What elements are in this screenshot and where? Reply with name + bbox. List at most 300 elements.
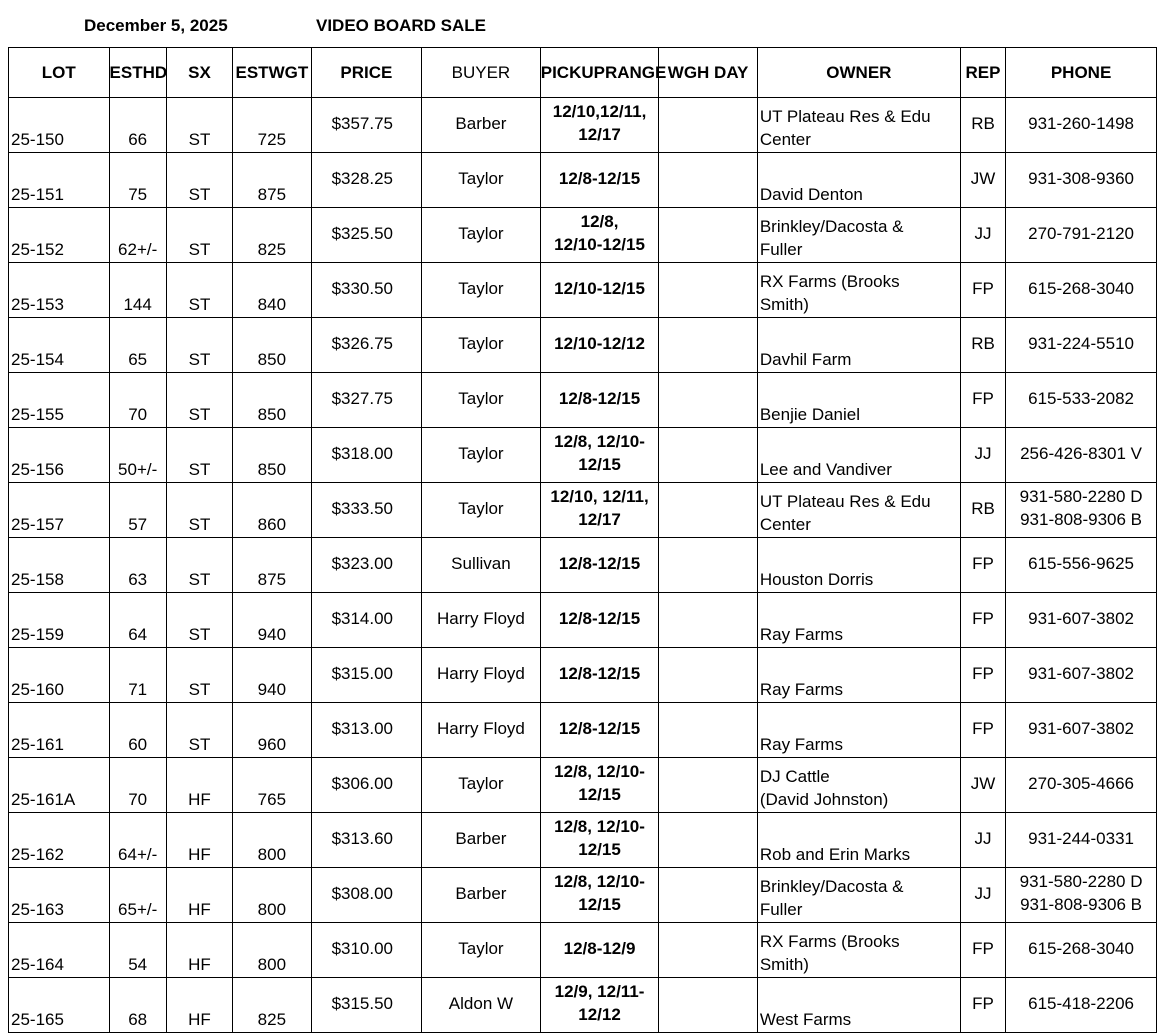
wgh-day-cell [659, 208, 758, 263]
phone-cell [1006, 153, 1157, 208]
buyer-cell: Sullivan [422, 538, 541, 593]
phone-cell [1006, 318, 1157, 373]
owner-cell [757, 868, 960, 923]
phone-cell-line: 256-426-8301 V [1020, 443, 1143, 463]
wgh-day-cell [659, 373, 758, 428]
price-cell: $357.75 [311, 98, 422, 153]
lot-cell: 25-164 [9, 923, 110, 978]
table-row [9, 703, 1157, 758]
col-header-price-text: PRICE [340, 62, 393, 82]
pickup-range-cell [540, 208, 659, 263]
pickup-range-cell-line: 12/8, 12/10- [554, 872, 645, 891]
price-cell: $313.60 [311, 813, 422, 868]
price-cell: $323.00 [311, 538, 422, 593]
col-header-head-text: EST [109, 62, 143, 82]
pickup-range-cell [540, 703, 659, 758]
price-cell: $308.00 [311, 868, 422, 923]
owner-cell-line: RX Farms (Brooks [759, 272, 900, 291]
price-cell: $326.75 [311, 318, 422, 373]
table-header-row [9, 48, 1157, 98]
col-header-phone [1006, 48, 1157, 98]
col-header-wgh-day [659, 48, 758, 98]
owner-cell-line: Brinkley/Dacosta & [759, 877, 904, 896]
rep-cell: RB [960, 98, 1005, 153]
wgh-day-cell [659, 923, 758, 978]
col-header-est-hd [109, 48, 166, 98]
rep-cell: JJ [960, 208, 1005, 263]
sx-cell: ST [166, 373, 232, 428]
col-header-lot-text: LOT [41, 62, 76, 82]
table-row [9, 208, 1157, 263]
table-row [9, 373, 1157, 428]
est-wgt-cell: 850 [233, 373, 311, 428]
phone-cell-line: 270-791-2120 [1028, 223, 1134, 243]
table-row [9, 593, 1157, 648]
buyer-cell: Taylor [422, 318, 541, 373]
price-cell: $306.00 [311, 758, 422, 813]
lot-cell: 25-158 [9, 538, 110, 593]
phone-cell [1006, 483, 1157, 538]
est-hd-cell: 71 [109, 648, 166, 703]
col-header-wgh-text: WGH DAY [667, 62, 749, 82]
est-wgt-cell: 825 [233, 978, 311, 1033]
lot-cell: 25-160 [9, 648, 110, 703]
col-header-price [311, 48, 422, 98]
sale-title: VIDEO BOARD SALE [316, 16, 487, 35]
buyer-cell: Barber [422, 98, 541, 153]
phone-cell [1006, 428, 1157, 483]
pickup-range-cell-line: 12/8, 12/10- [554, 432, 645, 451]
est-hd-cell: 64+/- [109, 813, 166, 868]
est-wgt-cell: 840 [233, 263, 311, 318]
price-cell: $333.50 [311, 483, 422, 538]
buyer-cell: Aldon W [422, 978, 541, 1033]
rep-cell: FP [960, 263, 1005, 318]
owner-cell-line: RX Farms (Brooks [759, 932, 900, 951]
pickup-range-cell-line: 12/17 [578, 510, 621, 529]
owner-cell-line: Brinkley/Dacosta & [759, 217, 904, 236]
pickup-range-cell-line: 12/15 [578, 840, 621, 859]
col-header-owner-text: OWNER [826, 62, 892, 82]
owner-cell [757, 538, 960, 593]
sx-cell: ST [166, 483, 232, 538]
sx-cell: ST [166, 703, 232, 758]
rep-cell: JJ [960, 868, 1005, 923]
pickup-range-cell [540, 868, 659, 923]
owner-cell-line: UT Plateau Res & Edu [759, 107, 931, 126]
wgh-day-cell [659, 758, 758, 813]
rep-cell: FP [960, 593, 1005, 648]
sx-cell: HF [166, 758, 232, 813]
est-wgt-cell: 860 [233, 483, 311, 538]
phone-cell [1006, 373, 1157, 428]
col-header-head-text: HD [142, 62, 168, 82]
wgh-day-cell [659, 703, 758, 758]
rep-cell: FP [960, 538, 1005, 593]
est-wgt-cell: 765 [233, 758, 311, 813]
price-cell: $325.50 [311, 208, 422, 263]
table-row [9, 978, 1157, 1033]
lot-cell: 25-159 [9, 593, 110, 648]
phone-cell [1006, 703, 1157, 758]
col-header-lot [9, 48, 110, 98]
pickup-range-cell-line: 12/15 [578, 455, 621, 474]
rep-cell: JJ [960, 428, 1005, 483]
lot-cell: 25-163 [9, 868, 110, 923]
pickup-range-cell-line: 12/8-12/15 [558, 718, 641, 738]
est-hd-cell: 57 [109, 483, 166, 538]
phone-cell [1006, 208, 1157, 263]
pickup-range-cell-line: 12/10, 12/11, [550, 487, 649, 506]
table-row [9, 263, 1157, 318]
phone-cell-line: 931-580-2280 D [1019, 872, 1143, 891]
est-hd-cell: 66 [109, 98, 166, 153]
table-row [9, 428, 1157, 483]
col-header-wgt-text: WGT [268, 62, 309, 82]
owner-cell-line: Ray Farms [759, 680, 843, 699]
pickup-range-cell [540, 153, 659, 208]
owner-cell [757, 428, 960, 483]
owner-cell [757, 373, 960, 428]
lot-cell: 25-156 [9, 428, 110, 483]
sx-cell: HF [166, 868, 232, 923]
owner-cell-line: Davhil Farm [759, 350, 852, 369]
owner-cell-line: (David Johnston) [759, 790, 889, 809]
wgh-day-cell [659, 978, 758, 1033]
phone-cell-line: 931-224-5510 [1028, 333, 1134, 353]
pickup-range-cell [540, 318, 659, 373]
pickup-range-cell-line: 12/8-12/15 [558, 663, 641, 683]
est-hd-cell: 54 [109, 923, 166, 978]
sx-cell: ST [166, 538, 232, 593]
col-header-buyer [422, 48, 541, 98]
sx-cell: ST [166, 648, 232, 703]
owner-cell-line: Fuller [759, 900, 803, 919]
owner-cell [757, 318, 960, 373]
buyer-cell: Taylor [422, 923, 541, 978]
phone-cell [1006, 593, 1157, 648]
pickup-range-cell-line: 12/9, 12/11- [554, 982, 645, 1001]
phone-cell-line: 615-556-9625 [1028, 553, 1134, 573]
lot-cell: 25-151 [9, 153, 110, 208]
rep-cell: RB [960, 318, 1005, 373]
table-row [9, 758, 1157, 813]
est-hd-cell: 65+/- [109, 868, 166, 923]
rep-cell: FP [960, 923, 1005, 978]
phone-cell [1006, 978, 1157, 1033]
buyer-cell: Taylor [422, 208, 541, 263]
sx-cell: HF [166, 978, 232, 1033]
buyer-cell: Taylor [422, 758, 541, 813]
price-cell: $314.00 [311, 593, 422, 648]
pickup-range-cell-line: 12/12 [578, 1005, 621, 1024]
rep-cell: JW [960, 758, 1005, 813]
pickup-range-cell-line: 12/10-12/15 [554, 278, 645, 298]
wgh-day-cell [659, 648, 758, 703]
price-cell: $315.50 [311, 978, 422, 1033]
sx-cell: ST [166, 208, 232, 263]
phone-cell [1006, 98, 1157, 153]
est-wgt-cell: 850 [233, 428, 311, 483]
phone-cell [1006, 263, 1157, 318]
buyer-cell: Taylor [422, 263, 541, 318]
lot-cell: 25-155 [9, 373, 110, 428]
owner-cell-line: Ray Farms [759, 625, 843, 644]
col-header-rep-text: REP [965, 62, 1001, 82]
est-hd-cell: 60 [109, 703, 166, 758]
est-hd-cell: 50+/- [109, 428, 166, 483]
est-wgt-cell: 800 [233, 923, 311, 978]
col-header-buyer-text: BUYER [451, 62, 511, 82]
sale-date: December 5, 2025 [84, 16, 228, 35]
est-wgt-cell: 825 [233, 208, 311, 263]
wgh-day-cell [659, 593, 758, 648]
pickup-range-cell [540, 978, 659, 1033]
lot-cell: 25-161A [9, 758, 110, 813]
pickup-range-cell-line: 12/8-12/15 [558, 608, 641, 628]
pickup-range-cell [540, 648, 659, 703]
owner-cell-line: Smith) [759, 295, 809, 314]
pickup-range-cell [540, 758, 659, 813]
phone-cell [1006, 813, 1157, 868]
phone-cell-line: 615-533-2082 [1028, 388, 1134, 408]
phone-cell [1006, 923, 1157, 978]
phone-cell-line: 931-607-3802 [1028, 663, 1134, 683]
price-cell: $310.00 [311, 923, 422, 978]
pickup-range-cell-line: 12/10-12/12 [554, 333, 645, 353]
rep-cell: JW [960, 153, 1005, 208]
est-hd-cell: 75 [109, 153, 166, 208]
table-row [9, 813, 1157, 868]
est-wgt-cell: 725 [233, 98, 311, 153]
wgh-day-cell [659, 483, 758, 538]
owner-cell [757, 98, 960, 153]
col-header-owner [757, 48, 960, 98]
est-hd-cell: 64 [109, 593, 166, 648]
phone-cell-line: 931-808-9306 B [1020, 895, 1143, 914]
pickup-range-cell-line: 12/15 [578, 785, 621, 804]
phone-cell-line: 615-268-3040 [1028, 938, 1134, 958]
pickup-range-cell-line: 12/8-12/15 [558, 553, 641, 573]
est-hd-cell: 144 [109, 263, 166, 318]
phone-cell-line: 931-808-9306 B [1020, 510, 1143, 529]
pickup-range-cell-line: 12/8-12/15 [558, 388, 641, 408]
wgh-day-cell [659, 428, 758, 483]
phone-cell-line: 931-580-2280 D [1019, 487, 1143, 506]
table-row [9, 648, 1157, 703]
wgh-day-cell [659, 813, 758, 868]
col-header-rep [960, 48, 1005, 98]
est-wgt-cell: 800 [233, 813, 311, 868]
est-wgt-cell: 875 [233, 538, 311, 593]
buyer-cell: Harry Floyd [422, 593, 541, 648]
wgh-day-cell [659, 263, 758, 318]
rep-cell: RB [960, 483, 1005, 538]
pickup-range-cell-line: 12/8-12/9 [563, 938, 636, 958]
owner-cell-line: DJ Cattle [759, 767, 830, 786]
owner-cell-line: Rob and Erin Marks [759, 845, 911, 864]
buyer-cell: Taylor [422, 428, 541, 483]
col-header-pickup-range [540, 48, 667, 98]
sx-cell: HF [166, 923, 232, 978]
est-wgt-cell: 940 [233, 648, 311, 703]
lot-cell: 25-162 [9, 813, 110, 868]
phone-cell-line: 931-607-3802 [1028, 608, 1134, 628]
owner-cell [757, 703, 960, 758]
table-row [9, 318, 1157, 373]
table-row [9, 923, 1157, 978]
phone-cell-line: 931-244-0331 [1028, 828, 1134, 848]
owner-cell [757, 263, 960, 318]
pickup-range-cell-line: 12/8, 12/10- [554, 762, 645, 781]
wgh-day-cell [659, 318, 758, 373]
col-header-sx-text: SX [188, 62, 211, 82]
owner-cell-line: Lee and Vandiver [759, 460, 892, 479]
lot-cell: 25-154 [9, 318, 110, 373]
rep-cell: FP [960, 648, 1005, 703]
wgh-day-cell [659, 98, 758, 153]
owner-cell [757, 648, 960, 703]
rep-cell: FP [960, 703, 1005, 758]
sx-cell: ST [166, 318, 232, 373]
pickup-range-cell [540, 483, 659, 538]
owner-cell-line: Center [759, 515, 811, 534]
owner-cell-line: UT Plateau Res & Edu [759, 492, 931, 511]
pickup-range-cell [540, 923, 659, 978]
phone-cell [1006, 648, 1157, 703]
buyer-cell: Barber [422, 813, 541, 868]
phone-cell-line: 931-607-3802 [1028, 718, 1134, 738]
price-cell: $327.75 [311, 373, 422, 428]
rep-cell: FP [960, 978, 1005, 1033]
sx-cell: ST [166, 153, 232, 208]
price-cell: $315.00 [311, 648, 422, 703]
table-row [9, 868, 1157, 923]
pickup-range-cell [540, 428, 659, 483]
est-wgt-cell: 960 [233, 703, 311, 758]
pickup-range-cell-line: 12/8, 12/10- [554, 817, 645, 836]
pickup-range-cell [540, 593, 659, 648]
buyer-cell: Barber [422, 868, 541, 923]
phone-cell-line: 270-305-4666 [1028, 773, 1134, 793]
phone-cell-line: 931-260-1498 [1028, 113, 1134, 133]
sx-cell: ST [166, 593, 232, 648]
owner-cell-line: David Denton [759, 185, 863, 204]
sx-cell: ST [166, 98, 232, 153]
pickup-range-cell [540, 98, 659, 153]
buyer-cell: Taylor [422, 373, 541, 428]
sx-cell: HF [166, 813, 232, 868]
owner-cell [757, 593, 960, 648]
pickup-range-cell-line: 12/8-12/15 [558, 168, 641, 188]
phone-cell-line: 931-308-9360 [1028, 168, 1134, 188]
table-row [9, 153, 1157, 208]
sx-cell: ST [166, 428, 232, 483]
wgh-day-cell [659, 538, 758, 593]
est-wgt-cell: 800 [233, 868, 311, 923]
owner-cell-line: West Farms [759, 1010, 852, 1029]
owner-cell [757, 208, 960, 263]
buyer-cell: Harry Floyd [422, 648, 541, 703]
owner-cell [757, 758, 960, 813]
lot-cell: 25-157 [9, 483, 110, 538]
pickup-range-cell-line: 12/17 [578, 125, 621, 144]
owner-cell-line: Fuller [759, 240, 803, 259]
phone-cell [1006, 538, 1157, 593]
table-body [9, 98, 1157, 1033]
pickup-range-cell [540, 263, 659, 318]
phone-cell [1006, 758, 1157, 813]
col-header-wgt-text: EST [235, 62, 269, 82]
col-header-phone-text: PHONE [1050, 62, 1112, 82]
rep-cell: JJ [960, 813, 1005, 868]
lots-table [8, 47, 1157, 1033]
owner-cell-line: Houston Dorris [759, 570, 874, 589]
owner-cell [757, 483, 960, 538]
pickup-range-cell [540, 813, 659, 868]
buyer-cell: Harry Floyd [422, 703, 541, 758]
col-header-pickup-text: PICKUP [540, 62, 605, 82]
lot-cell: 25-161 [9, 703, 110, 758]
owner-cell-line: Ray Farms [759, 735, 843, 754]
owner-cell [757, 153, 960, 208]
col-header-pickup-text: RANGE [604, 62, 667, 82]
phone-cell [1006, 868, 1157, 923]
pickup-range-cell-line: 12/10-12/15 [554, 235, 645, 254]
lot-cell: 25-153 [9, 263, 110, 318]
est-hd-cell: 68 [109, 978, 166, 1033]
pickup-range-cell-line: 12/15 [578, 895, 621, 914]
buyer-cell: Taylor [422, 153, 541, 208]
owner-cell [757, 923, 960, 978]
price-cell: $318.00 [311, 428, 422, 483]
col-header-est-wgt [233, 48, 311, 98]
lot-cell: 25-150 [9, 98, 110, 153]
sx-cell: ST [166, 263, 232, 318]
lot-cell: 25-165 [9, 978, 110, 1033]
lot-cell: 25-152 [9, 208, 110, 263]
pickup-range-cell-line: 12/8, [580, 212, 619, 231]
pickup-range-cell-line: 12/10,12/11, [552, 102, 647, 121]
wgh-day-cell [659, 153, 758, 208]
table-row [9, 483, 1157, 538]
est-wgt-cell: 940 [233, 593, 311, 648]
col-header-sx [166, 48, 232, 98]
owner-cell [757, 978, 960, 1033]
phone-cell-line: 615-418-2206 [1028, 993, 1134, 1013]
table-row [9, 538, 1157, 593]
owner-cell-line: Benjie Daniel [759, 405, 861, 424]
est-hd-cell: 70 [109, 758, 166, 813]
est-wgt-cell: 875 [233, 153, 311, 208]
phone-cell-line: 615-268-3040 [1028, 278, 1134, 298]
pickup-range-cell [540, 373, 659, 428]
price-cell: $313.00 [311, 703, 422, 758]
buyer-cell: Taylor [422, 483, 541, 538]
est-hd-cell: 62+/- [109, 208, 166, 263]
owner-cell [757, 813, 960, 868]
est-hd-cell: 70 [109, 373, 166, 428]
price-cell: $328.25 [311, 153, 422, 208]
owner-cell-line: Smith) [759, 955, 809, 974]
table-row [9, 98, 1157, 153]
est-hd-cell: 65 [109, 318, 166, 373]
pickup-range-cell [540, 538, 659, 593]
rep-cell: FP [960, 373, 1005, 428]
est-wgt-cell: 850 [233, 318, 311, 373]
owner-cell-line: Center [759, 130, 811, 149]
est-hd-cell: 63 [109, 538, 166, 593]
